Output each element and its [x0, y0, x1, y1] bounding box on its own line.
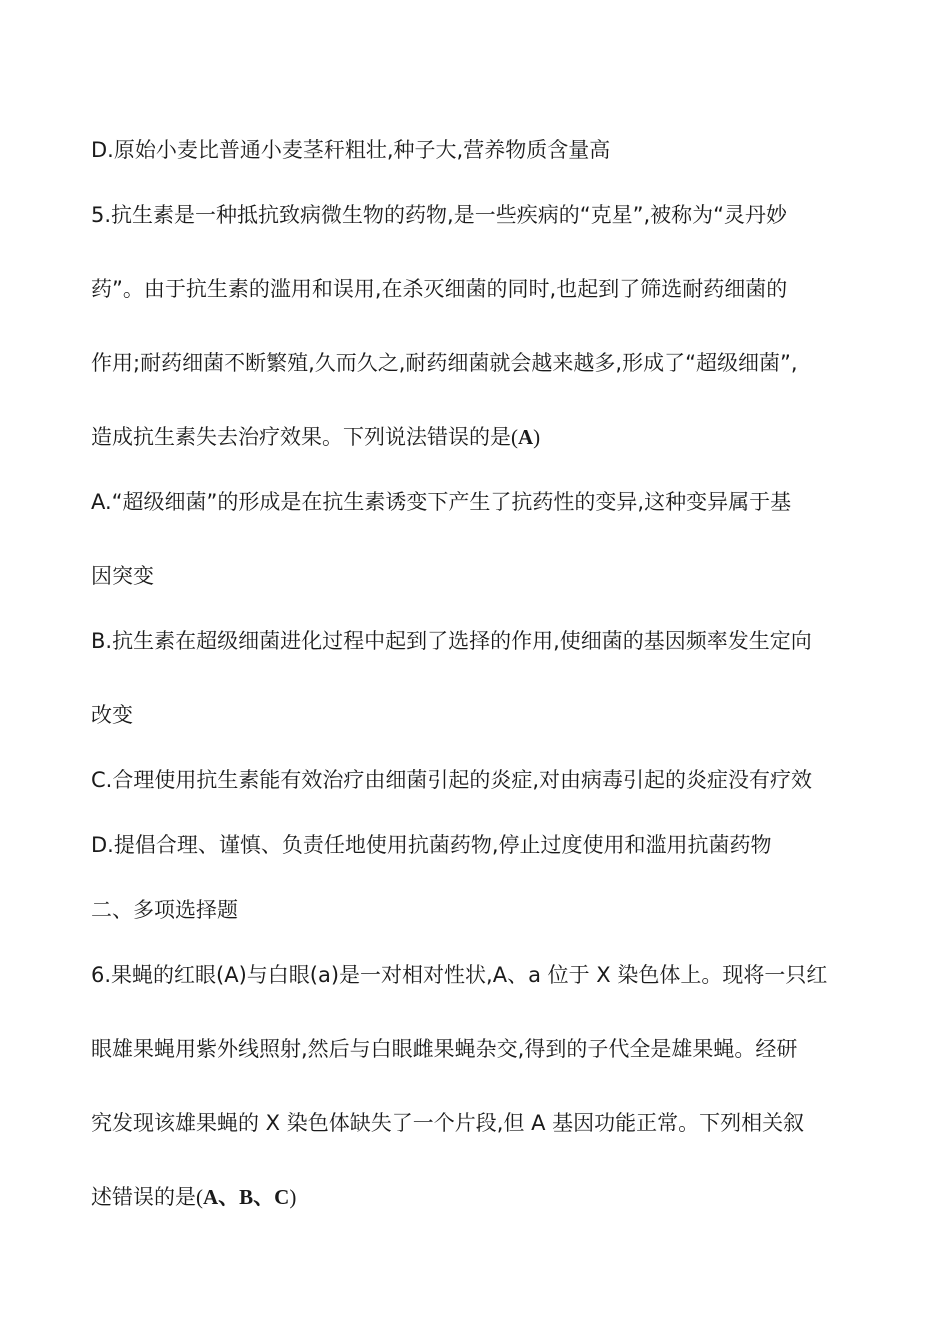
- q6-answer: A、B、C: [203, 1185, 290, 1209]
- q5-answer: A: [518, 425, 534, 449]
- q6-open-paren: (: [196, 1185, 203, 1209]
- q5-close-paren: ): [533, 425, 541, 449]
- q4-option-d: D.原始小麦比普通小麦茎秆粗壮,种子大,营养物质含量高: [91, 138, 611, 162]
- q5-option-b-line-2: 改变: [91, 703, 133, 727]
- section-heading-multiple-choice: 二、多项选择题: [91, 898, 238, 922]
- q5-option-c: C.合理使用抗生素能有效治疗由细菌引起的炎症,对由病毒引起的炎症没有疗效: [91, 768, 813, 792]
- q6-stem-line-1: 6.果蝇的红眼(A)与白眼(a)是一对相对性状,A、a 位于 X 染色体上。现将一只红: [91, 963, 828, 987]
- q5-stem-line-4: [91, 422, 866, 452]
- q5-open-paren: (: [511, 425, 518, 449]
- q5-option-a-line-1: A.“超级细菌”的形成是在抗生素诱变下产生了抗药性的变异,这种变异属于基: [91, 490, 792, 514]
- q6-stem-line-3: 究发现该雄果蝇的 X 染色体缺失了一个片段,但 A 基因功能正常。下列相关叙: [91, 1111, 805, 1135]
- q5-stem-line-1: 5.抗生素是一种抵抗致病微生物的药物,是一些疾病的“克星”,被称为“灵丹妙: [91, 203, 788, 227]
- q5-option-b-line-1: B.抗生素在超级细菌进化过程中起到了选择的作用,使细菌的基因频率发生定向: [91, 629, 812, 653]
- q6-stem-line-2: 眼雄果蝇用紫外线照射,然后与白眼雌果蝇杂交,得到的子代全是雄果蝇。经研: [91, 1037, 798, 1061]
- q5-option-a-line-2: 因突变: [91, 564, 154, 588]
- q6-stem-text: 述错误的是: [91, 1185, 196, 1209]
- q5-stem-line-2: 药”。由于抗生素的滥用和误用,在杀灭细菌的同时,也起到了筛选耐药细菌的: [91, 277, 788, 301]
- q6-stem-line-4: [91, 1182, 866, 1212]
- q5-option-d: D.提倡合理、谨慎、负责任地使用抗菌药物,停止过度使用和滥用抗菌药物: [91, 833, 772, 857]
- q5-stem-text: 造成抗生素失去治疗效果。下列说法错误的是: [91, 425, 511, 449]
- q5-stem-line-3: 作用;耐药细菌不断繁殖,久而久之,耐药细菌就会越来越多,形成了“超级细菌”,: [91, 351, 798, 375]
- q6-close-paren: ): [289, 1185, 297, 1209]
